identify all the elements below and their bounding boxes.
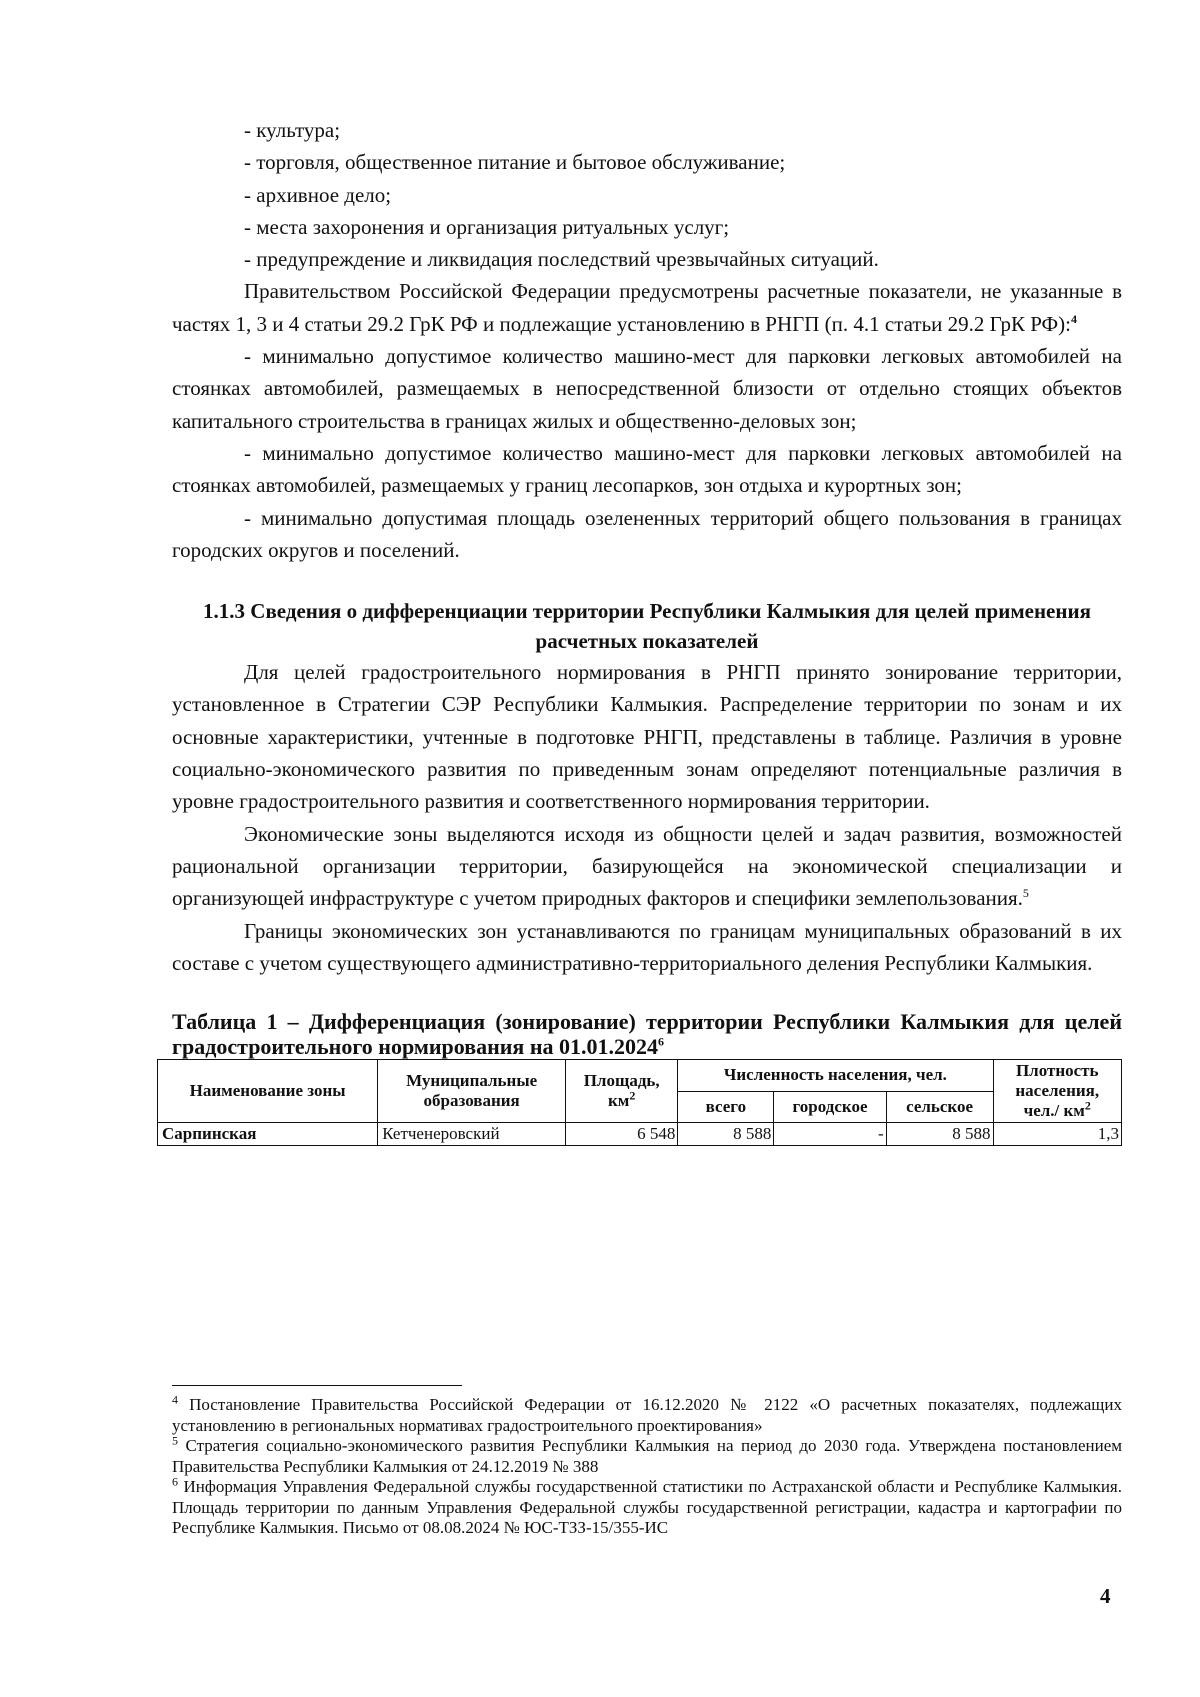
paragraph-text: Правительством Российской Федерации предусмотрены расчетные показатели, не указанные в частях 1, 3 и 4 статьи 29.2 ГрК РФ и подлежащие установлению в РНГП (п. 4.1 статьи 29.2 ГрК РФ):: [172, 279, 1122, 336]
footnote-ref[interactable]: 6: [658, 1034, 665, 1049]
footnote-number: 4: [172, 1392, 178, 1407]
page-number: 4: [1100, 1584, 1111, 1608]
paragraph: Границы экономических зон устанавливаются по границам муниципальных образований в их составе с учетом существующего административно-территориального деления Республики Калмыкия.: [172, 918, 1122, 975]
footnote-ref[interactable]: 4: [1070, 311, 1077, 326]
zoning-table: [157, 1059, 1122, 1146]
footnotes: [172, 1392, 1123, 1539]
sup: 2: [629, 1088, 636, 1103]
footnote-separator: [172, 1385, 462, 1386]
table-caption: [172, 1009, 1122, 1059]
section-title: 1.1.3 Сведения о дифференциации территории Республики Калмыкия для целей применения расчетных показателей: [203, 599, 1091, 654]
list-item: - минимально допустимое количество машино-мест для парковки легковых автомобилей на стоянках автомобилей, размещаемых в непосредственной близости от отдельно стоящих объектов капитального строительства в границах жилых и общественно-деловых зон;: [172, 344, 1122, 433]
paragraph-text: Экономические зоны выделяются исходя из общности целей и задач развития, возможностей рациональной организации территории, базирующейся на экономической специализации и организующей инфраструктуре с учетом природных факторов и специфики землепользования.: [172, 821, 1122, 911]
header-text: Плотность населения, чел./ км: [1015, 1061, 1100, 1121]
list-item: - торговля, общественное питание и бытовое обслуживание;: [244, 150, 786, 175]
sup: 2: [1084, 1098, 1091, 1113]
header-text: Площадь, км: [583, 1071, 660, 1111]
footnote-ref[interactable]: 5: [1022, 886, 1029, 901]
paragraph: [172, 275, 1122, 340]
footnote-number: 5: [172, 1433, 178, 1448]
header-total: всего: [678, 1091, 774, 1123]
cell-urban: -: [774, 1123, 886, 1146]
list-item: - предупреждение и ликвидация последствий чрезвычайных ситуаций.: [244, 247, 879, 272]
cell-area: 6 548: [566, 1123, 678, 1146]
footnote: [172, 1433, 1123, 1477]
header-rural: сельское: [886, 1091, 993, 1123]
footnote-text: Стратегия социально-экономического развития Республики Калмыкия на период до 2030 года. Утверждена постановлением Правительства Республики Калмыкия от 24.12.2019 № 388: [172, 1436, 1123, 1476]
list-item: - минимально допустимая площадь озелененных территорий общего пользования в границах городских округов и поселений.: [172, 505, 1122, 562]
cell-total: 8 588: [678, 1123, 774, 1146]
header-area: [566, 1060, 678, 1123]
cell-mo: Кетченеровский: [378, 1123, 566, 1146]
footnote: [172, 1474, 1123, 1539]
footnote-text: Информация Управления Федеральной службы государственной статистики по Астраханской области и Республике Калмыкия. Площадь территории по данным Управления Федеральной службы государственной регистрации, кадастра и картографии по Республике Калмыкия. Письмо от 08.08.2024 № ЮС-ТЗЗ-15/355-ИС: [172, 1477, 1123, 1537]
cell-zone: Сарпинская: [158, 1123, 378, 1146]
list-item: - минимально допустимое количество машино-мест для парковки легковых автомобилей на стоянках автомобилей, размещаемых у границ лесопарков, зон отдыха и курортных зон;: [172, 440, 1122, 498]
caption-text: Таблица 1 – Дифференциация (зонирование) территории Республики Калмыкия для целей градостроительного нормирования на 01.01.2024: [172, 1009, 1122, 1060]
list-item: - культура;: [244, 118, 341, 142]
paragraph: Для целей градостроительного нормирования в РНГП принято зонирование территории, установленное в Стратегии СЭР Республики Калмыкия. Распределение территории по зонам и их основные характеристики, учтенные в подготовке РНГП, представлены в таблице. Различия в уровне социально-экономического развития по приведенным зонам определяют потенциальные различия в уровне градостроительного развития и соответственного нормирования территории.: [172, 660, 1122, 814]
header-mo: Муниципальные образования: [378, 1060, 566, 1123]
footnote-text: Постановление Правительства Российской Федерации от 16.12.2020 № 2122 «О расчетных показателях, подлежащих установлению в региональных нормативах градостроительного проектирования»: [172, 1395, 1122, 1435]
cell-rural: 8 588: [886, 1123, 993, 1146]
footnote: [172, 1392, 1122, 1436]
list-item: - архивное дело;: [244, 182, 392, 207]
table-row: [158, 1123, 1122, 1146]
header-urban: городское: [774, 1091, 886, 1123]
header-density: [993, 1060, 1122, 1123]
document-body: [162, 114, 1122, 1146]
list-item: - места захоронения и организация ритуальных услуг;: [244, 214, 730, 239]
footnote-number: 6: [172, 1474, 178, 1489]
paragraph: [172, 818, 1122, 915]
cell-density: 1,3: [993, 1123, 1122, 1146]
header-population: Численность населения, чел.: [678, 1060, 993, 1092]
header-zone: Наименование зоны: [158, 1060, 378, 1123]
